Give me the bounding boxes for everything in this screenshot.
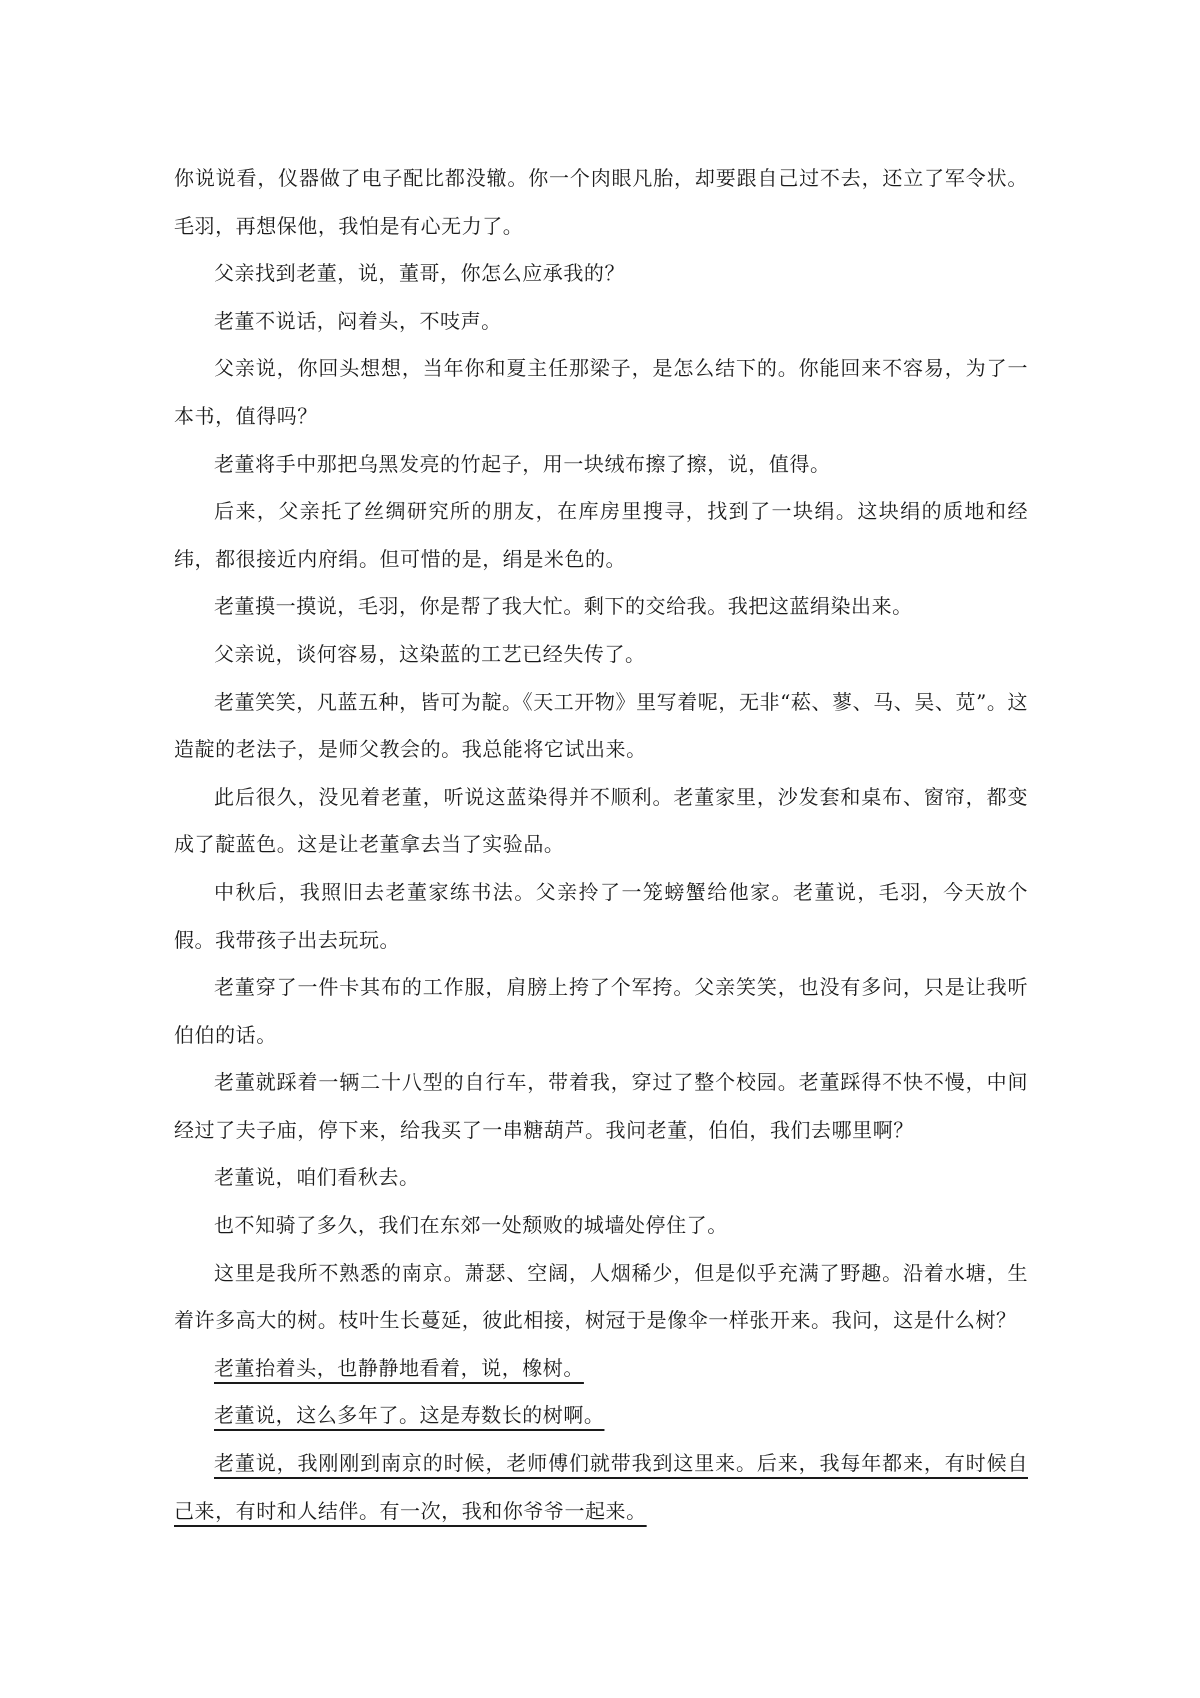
paragraph: 老董笑笑，凡蓝五种，皆可为靛。《天工开物》里写着呢，无非“菘、蓼、马、吴、苋”。这造靛的老法子，是师父教会的。我总能将它试出来。 — [174, 689, 1028, 762]
paragraph: 老董穿了一件卡其布的工作服，肩膀上挎了个军挎。父亲笑笑，也没有多问，只是让我听伯伯的话。 — [174, 975, 1028, 1047]
paragraph: 老董就踩着一辆二十八型的自行车，带着我，穿过了整个校园。老董踩得不快不慢，中间经过了夫子庙，停下来，给我买了一串糖葫芦。我问老董，伯伯，我们去哪里啊？ — [174, 1070, 1028, 1142]
paragraph: 老董说，咱们看秋去。 — [214, 1165, 420, 1190]
paragraph: 中秋后，我照旧去老董家练书法。父亲拎了一笼螃蟹给他家。老董说，毛羽，今天放个假。我带孩子出去玩玩。 — [174, 879, 1028, 952]
paragraph: 父亲找到老董，说，董哥，你怎么应承我的？ — [214, 261, 625, 286]
underlined-paragraph: 老董说，这么多年了。这是寿数长的树啊。 — [214, 1403, 605, 1428]
paragraph: 老董不说话，闷着头，不吱声。 — [214, 308, 502, 333]
underlined-paragraph: 老董说，我刚刚到南京的时候，老师傅们就带我到这里来。后来，我每年都来，有时候自己来，有时和人结伴。有一次，我和你爷爷一起来。 — [174, 1451, 1028, 1523]
paragraph: 父亲说，谈何容易，这染蓝的工艺已经失传了。 — [214, 641, 646, 666]
article-body — [174, 155, 1028, 1535]
paragraph: 父亲说，你回头想想，当年你和夏主任那梁子，是怎么结下的。你能回来不容易，为了一本书，值得吗？ — [174, 356, 1028, 428]
paragraph: 你说说看，仪器做了电子配比都没辙。你一个肉眼凡胎，却要跟自己过不去，还立了军令状。毛羽，再想保他，我怕是有心无力了。 — [174, 166, 1028, 238]
paragraph: 老董摸一摸说，毛羽，你是帮了我大忙。剩下的交给我。我把这蓝绢染出来。 — [214, 594, 913, 619]
paragraph: 老董将手中那把乌黑发亮的竹起子，用一块绒布擦了擦，说，值得。 — [214, 451, 831, 476]
paragraph: 后来，父亲托了丝绸研究所的朋友，在库房里搜寻，找到了一块绢。这块绢的质地和经纬，都很接近内府绢。但可惜的是，绢是米色的。 — [174, 499, 1028, 571]
paragraph: 此后很久，没见着老董，听说这蓝染得并不顺利。老董家里，沙发套和桌布、窗帘，都变成了靛蓝色。这是让老董拿去当了实验品。 — [174, 784, 1028, 857]
paragraph: 也不知骑了多久，我们在东郊一处颓败的城墙处停住了。 — [214, 1213, 728, 1238]
paragraph: 这里是我所不熟悉的南京。萧瑟、空阔，人烟稀少，但是似乎充满了野趣。沿着水塘，生着许多高大的树。枝叶生长蔓延，彼此相接，树冠于是像伞一样张开来。我问，这是什么树？ — [174, 1260, 1028, 1333]
underlined-paragraph: 老董抬着头，也静静地看着，说，橡树。 — [214, 1355, 584, 1380]
